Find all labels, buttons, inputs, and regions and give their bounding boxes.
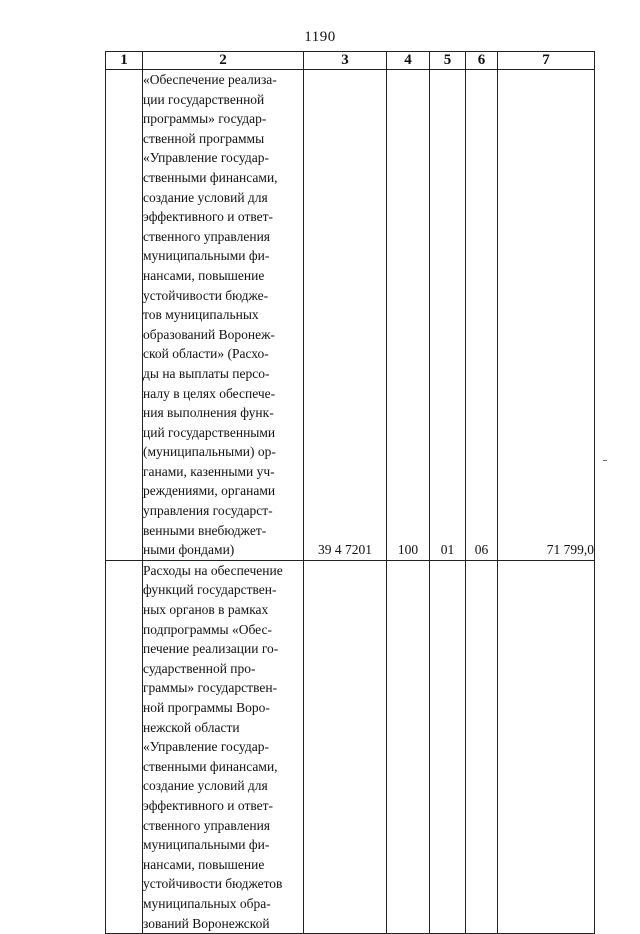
target-code-cell: 39 4 7201 — [304, 70, 387, 561]
subsection-cell: 06 — [466, 70, 498, 561]
column-header-5: 5 — [430, 52, 466, 70]
column-header-7: 7 — [498, 52, 595, 70]
column-header-4: 4 — [387, 52, 430, 70]
subsection-cell — [466, 560, 498, 933]
description-text: «Обеспечение реализа- ции государственной программы» государ- ственной программы «Управление государ- ственными финансами, создание условий для эффективного и ответ- ственного управления муниципальными фи- нансами, повышение устойчивости бюдже- тов муниципальных образований Воронеж- ской области» (Расхо- ды на выплаты персо- налу в целях обеспече- ния выполнения функ- ций государственными (муниципальными) ор- ганами, казенными уч- реждениями, органами управления государст- венными внебюджет- ными фондами) — [143, 72, 278, 558]
amount-cell: 71 799,0 — [498, 70, 595, 561]
row-number-cell — [106, 70, 143, 561]
budget-table — [105, 51, 595, 934]
section-cell: 01 — [430, 70, 466, 561]
expense-type-cell: 100 — [387, 70, 430, 561]
column-header-2: 2 — [143, 52, 304, 70]
section-cell — [430, 560, 466, 933]
header-row — [106, 52, 595, 70]
description-cell — [143, 560, 304, 933]
page-number: 1190 — [304, 29, 336, 45]
column-header-3: 3 — [304, 52, 387, 70]
expense-type-cell — [387, 560, 430, 933]
description-text: Расходы на обеспечение функций государствен- ных органов в рамках подпрограммы «Обес- печение реализации го- сударственной про- граммы» государствен- ной программы Воро- нежской области «Управление государ- ственными финансами, создание условий для эффективного и ответ- ственного управления муниципальными фи- нансами, повышение устойчивости бюджетов муниципальных обра- зований Воронежской — [143, 562, 283, 931]
scan-speck — [603, 460, 607, 461]
table-row — [106, 70, 595, 561]
table-row — [106, 560, 595, 933]
description-cell — [143, 70, 304, 561]
amount-cell — [498, 560, 595, 933]
column-header-6: 6 — [466, 52, 498, 70]
column-header-1: 1 — [106, 52, 143, 70]
target-code-cell — [304, 560, 387, 933]
row-number-cell — [106, 560, 143, 933]
